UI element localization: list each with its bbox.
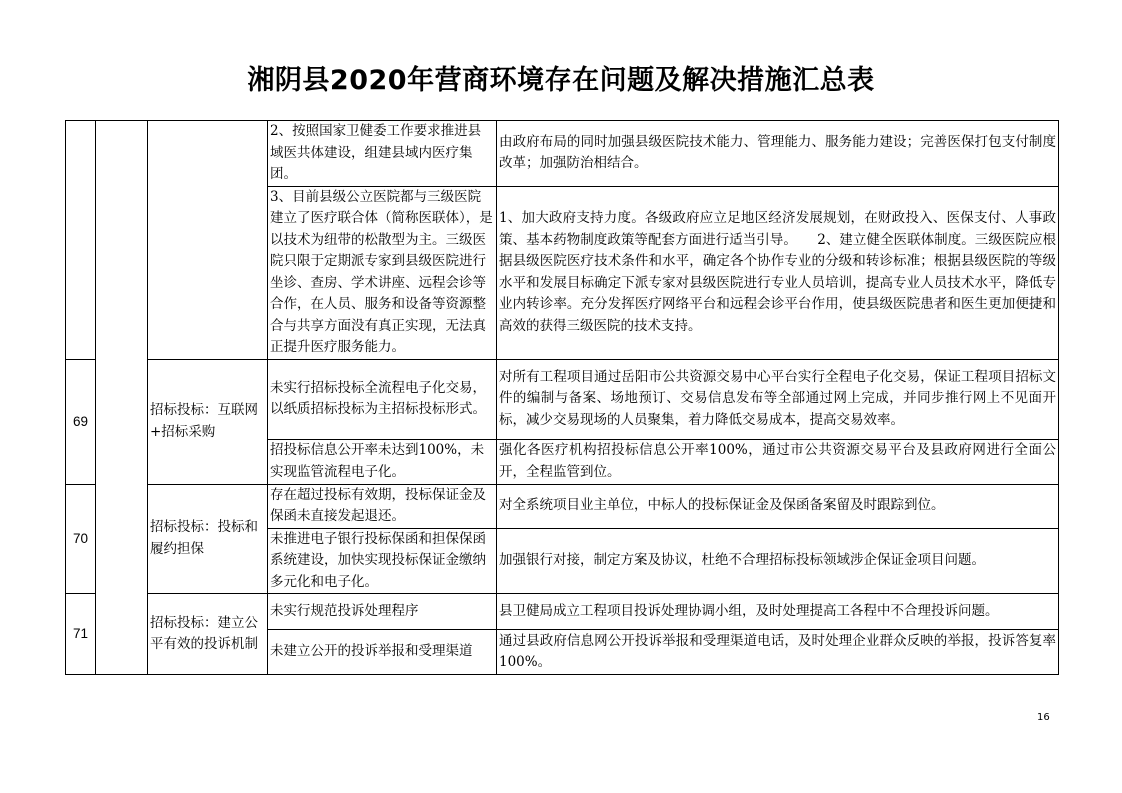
solution-cell: 由政府布局的同时加强县级医院技术能力、管理能力、服务能力建设；完善医保打包支付制度改革；加强防治相结合。 <box>497 121 1059 187</box>
problem-cell: 未建立公开的投诉举报和受理渠道 <box>268 630 497 675</box>
problem-cell: 未推进电子银行投标保函和担保保函系统建设，加快实现投标保证金缴纳多元化和电子化。 <box>268 528 497 594</box>
item-number: 70 <box>66 484 96 594</box>
page-number: 16 <box>1037 712 1050 723</box>
table-row <box>66 359 1059 439</box>
department-cell <box>96 121 148 675</box>
table-row <box>66 484 1059 528</box>
issues-table <box>65 120 1059 675</box>
problem-cell: 未实行招标投标全流程电子化交易，以纸质招标投标为主招标投标形式。 <box>268 359 497 439</box>
number-cell <box>66 121 96 360</box>
item-number: 69 <box>66 359 96 484</box>
table-row <box>66 594 1059 630</box>
solution-cell: 县卫健局成立工程项目投诉处理协调小组，及时处理提高工各程中不合理投诉问题。 <box>497 594 1059 630</box>
category-cell: 招标投标：投标和履约担保 <box>148 484 268 594</box>
problem-cell: 招投标信息公开率未达到100%，未实现监管流程电子化。 <box>268 439 497 484</box>
solution-cell: 对全系统项目业主单位，中标人的投标保证金及保函备案留及时跟踪到位。 <box>497 484 1059 528</box>
problem-cell: 未实行规范投诉处理程序 <box>268 594 497 630</box>
solution-cell: 强化各医疗机构招投标信息公开率100%，通过市公共资源交易平台及县政府网进行全面公开，全程监管到位。 <box>497 439 1059 484</box>
solution-cell: 通过县政府信息网公开投诉举报和受理渠道电话，及时处理企业群众反映的举报，投诉答复率100%。 <box>497 630 1059 675</box>
problem-cell: 存在超过投标有效期，投标保证金及保函未直接发起退还。 <box>268 484 497 528</box>
solution-cell: 1、加大政府支持力度。各级政府应立足地区经济发展规划，在财政投入、医保支付、人事政策、基本药物制度政策等配套方面进行适当引导。 2、建立健全医联体制度。三级医院应根据县级医院医疗技术条件和水平，确定各个协作专业的分级和转诊标准；根据县级医院的等级水平和发展目标确定下派专家对县级医院进行专业人员培训，提高专业人员技术水平，降低专业内转诊率。充分发挥医疗网络平台和远程会诊平台作用，使县级医院患者和医生更加便捷和高效的获得三级医院的技术支持。 <box>497 186 1059 359</box>
category-cell <box>148 121 268 360</box>
problem-cell: 2、按照国家卫健委工作要求推进县域医共体建设，组建县域内医疗集团。 <box>268 121 497 187</box>
solution-cell: 加强银行对接，制定方案及协议，杜绝不合理招标投标领域涉企保证金项目问题。 <box>497 528 1059 594</box>
category-cell: 招标投标：互联网+招标采购 <box>148 359 268 484</box>
problem-cell: 3、目前县级公立医院都与三级医院建立了医疗联合体（简称医联体），是以技术为纽带的松散型为主。三级医院只限于定期派专家到县级医院进行坐诊、查房、学术讲座、远程会诊等合作，在人员、服务和设备等资源整合与共享方面没有真正实现，无法真正提升医疗服务能力。 <box>268 186 497 359</box>
table-row <box>66 121 1059 187</box>
page-title: 湘阴县2020年营商环境存在问题及解决措施汇总表 <box>247 65 875 96</box>
item-number: 71 <box>66 594 96 675</box>
solution-cell: 对所有工程项目通过岳阳市公共资源交易中心平台实行全程电子化交易，保证工程项目招标文件的编制与备案、场地预订、交易信息发布等全部通过网上完成，并同步推行网上不见面开标，减少交易现场的人员聚集，着力降低交易成本，提高交易效率。 <box>497 359 1059 439</box>
category-cell: 招标投标：建立公平有效的投诉机制 <box>148 594 268 675</box>
